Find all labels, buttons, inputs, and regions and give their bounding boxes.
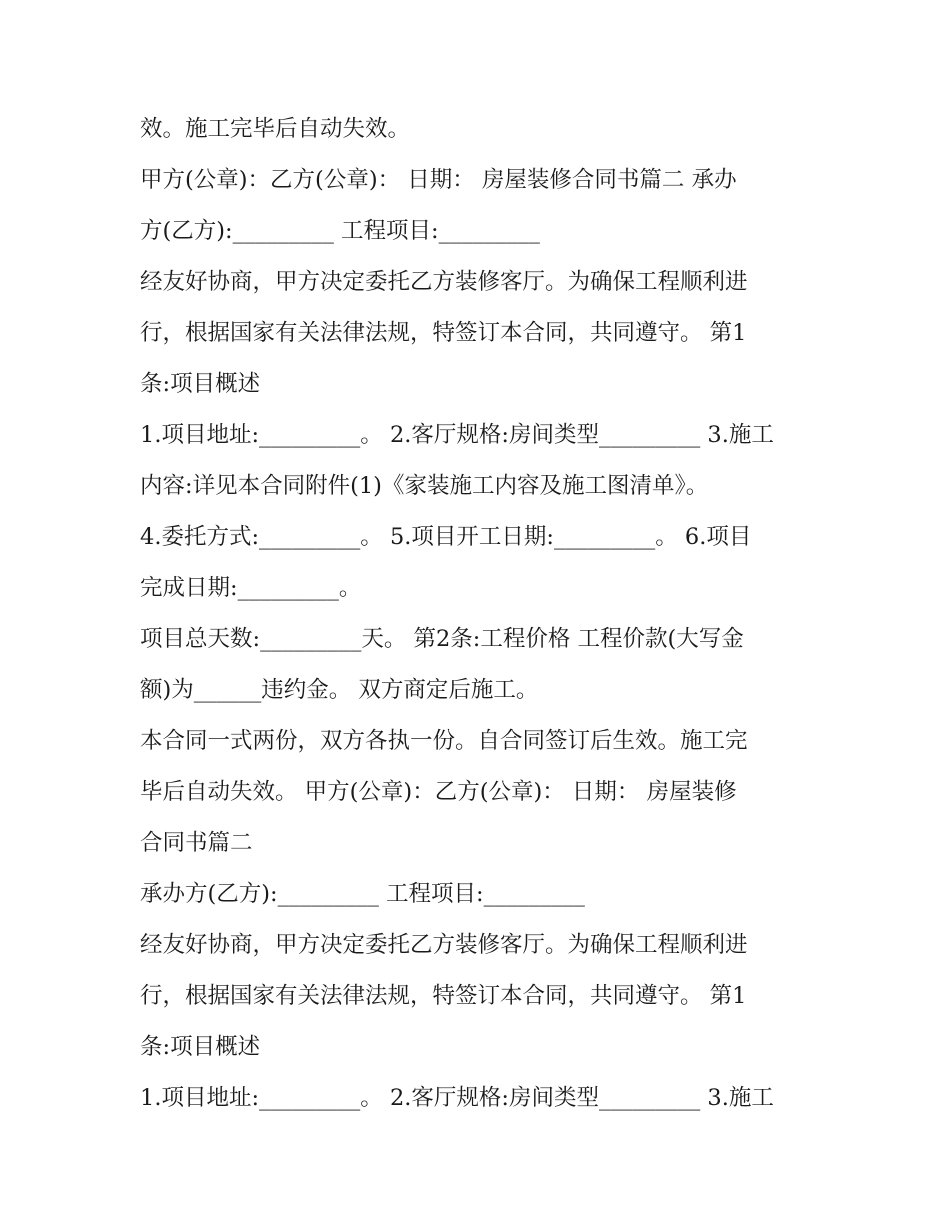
text-line: 额)为______违约金。 双方商定后施工。 xyxy=(140,677,539,703)
text-line: 行，根据国家有关法律法规，特签订本合同，共同遵守。 第1 xyxy=(140,983,747,1009)
text-line: 甲方(公章)：乙方(公章)： 日期： 房屋装修合同书篇二 承办 xyxy=(140,167,737,193)
text-line: 本合同一式两份，双方各执一份。自合同签订后生效。施工完 xyxy=(140,728,748,754)
text-line: 方(乙方):_________ 工程项目:_________ xyxy=(140,218,540,244)
text-line: 毕后自动失效。 甲方(公章)：乙方(公章)： 日期： 房屋装修 xyxy=(140,779,737,805)
text-line: 合同书篇二 xyxy=(140,830,253,856)
text-line: 完成日期:_________。 xyxy=(140,575,362,601)
text-line: 经友好协商，甲方决定委托乙方装修客厅。为确保工程顺利进 xyxy=(140,932,748,958)
text-line: 1.项目地址:_________。 2.客厅规格:房间类型_________ 3.施工 xyxy=(140,422,774,448)
text-line: 效。施工完毕后自动失效。 xyxy=(140,116,411,142)
text-line: 项目总天数:_________天。 第2条:工程价格 工程价款(大写金 xyxy=(140,626,744,652)
contract-text xyxy=(140,104,815,1124)
text-line: 内容:详见本合同附件(1)《家装施工内容及施工图清单》。 xyxy=(140,473,709,499)
text-line: 4.委托方式:_________。 5.项目开工日期:_________。 6.项目 xyxy=(140,524,752,550)
text-line: 经友好协商，甲方决定委托乙方装修客厅。为确保工程顺利进 xyxy=(140,269,748,295)
text-line: 行，根据国家有关法律法规，特签订本合同，共同遵守。 第1 xyxy=(140,320,747,346)
text-line: 1.项目地址:_________。 2.客厅规格:房间类型_________ 3.施工 xyxy=(140,1085,774,1111)
text-line: 承办方(乙方):_________ 工程项目:_________ xyxy=(140,881,585,907)
text-line: 条:项目概述 xyxy=(140,1034,261,1060)
text-line: 条:项目概述 xyxy=(140,371,261,397)
